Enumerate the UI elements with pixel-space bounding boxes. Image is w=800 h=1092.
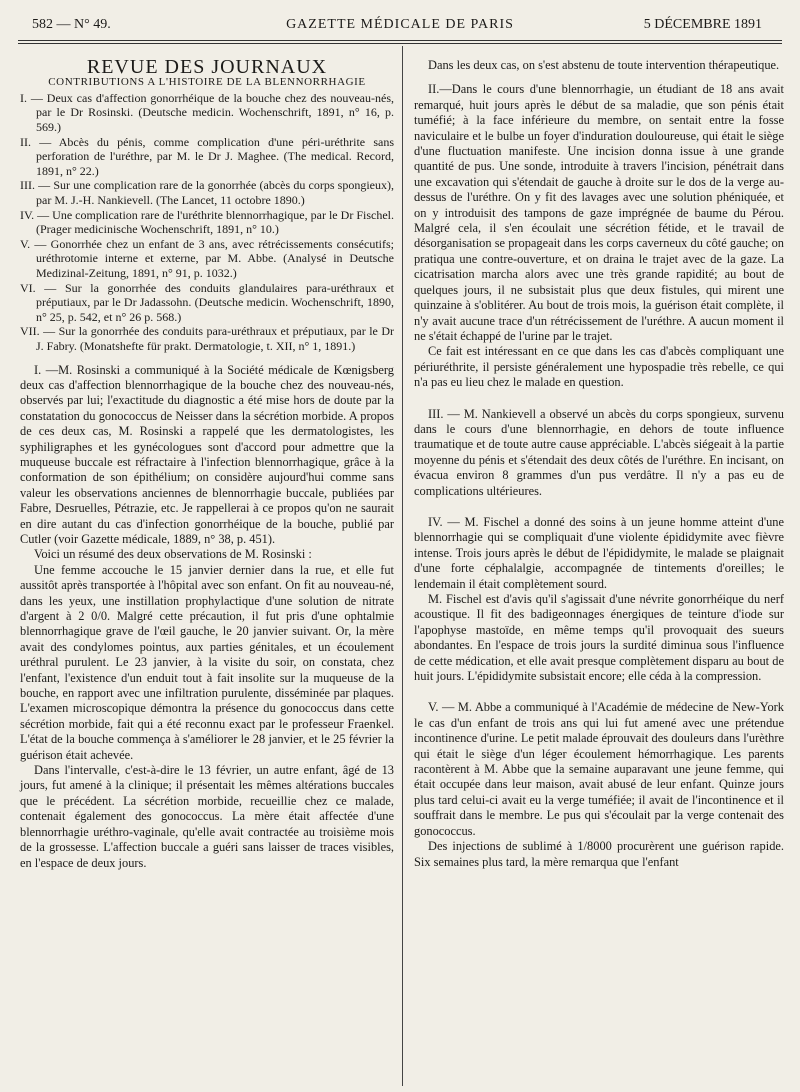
reference-item: VII. — Sur la gonorrhée des conduits para-uréthraux et préputiaux, par le Dr J. Fabry. (Monatshefte für prakt. Dermatologie, t. XII, n° 1, 1891.) (20, 324, 394, 353)
section-title: REVUE DES JOURNAUX (86, 56, 328, 78)
reference-item: VI. — Sur la gonorrhée des conduits glandulaires para-uréthraux et préputiaux, par le Dr Jadassohn. (Deutsche medicin. Wochenschrift, 1890, n° 25, p. 542, et n° 26 p. 568.) (20, 280, 394, 324)
reference-item: IV. — Une complication rare de l'uréthrite blennorrhagique, par le Dr Fischel. (Prager medicinische Wochenschrift, 1891, n° 10.) (20, 207, 394, 237)
page-header (18, 14, 782, 36)
article-paragraph: I. —M. Rosinski a communiqué à la Société médicale de Kœnigsberg deux cas d'affection blennorrhagique de la bouche chez des nouveau-nés, observés par lui; l'exactitude du diagnostic a été mise hors de doute par la constatation du gonococcus de Neisser dans la sécrétion morbide. A propos de ces deux cas, M. Rosinski a rappelé que les dermatologistes, les syphiligraphes et les gynécologues sont d'accord pour admettre que la muqueuse buccale est réfractaire à l'infection blennorrhagique, grâce à la conformation de son épithélium; on considère aujourd'hui comme sans valeur les observations anciennes de blennorrhagie buccale, publiées par Fabre, Desruelles, Pétrazie, etc. Je rappellerai à ce propos qu'on ne saurait en dire autant du cas d'infection gonorrhéique de la bouche, publié par Cutler (voir Gazette médicale, 1889, n° 38, p. 451). (20, 362, 394, 546)
right-column (414, 58, 784, 870)
reference-item: V. — Gonorrhée chez un enfant de 3 ans, avec rétrécissements consécutifs; uréthrotomie interne et externe, par M. Abbe. (Analysé in Deutsche Medizinal-Zeitung, 1891, n° 91, p. 1032.) (20, 236, 394, 280)
article-paragraph: M. Fischel est d'avis qu'il s'agissait d'une névrite gonorrhéique du nerf acoustique. Il fit des badigeonnages énergiques de teinture d'iode sur l'apophyse mastoïde, en même temps qu'il provoquait des sueurs abondantes. En l'espace de trois jours la surdité diminua sous l'influence de cette médication, et elle avait presque complètement disparu au bout de huit jours. L'épididymite subsistait encore; elle céda à la compression. (414, 592, 784, 684)
article-paragraph: III. — M. Nankievell a observé un abcès du corps spongieux, survenu dans le cours d'une blennorrhagie, en dehors de toute influence traumatique et de toute autre cause appréciable. L'abcès siégeait à la partie moyenne du pénis et s'étendait des deux côtés de l'uréthre. En incisant, on évacua environ 8 grammes d'un pus verdâtre. Il n'y a pas eu de complications ultérieures. (414, 406, 784, 498)
page-number: 582 — N° 49. (32, 17, 111, 32)
reference-item: III. — Sur une complication rare de la gonorrhée (abcès du corps spongieux), par M. J.-H. Nankievell. (The Lancet, 11 octobre 1890.) (20, 178, 394, 207)
article-paragraph: IV. — M. Fischel a donné des soins à un jeune homme atteint d'une blennorrhagie qui se compliquait d'une violente épididymite avec fièvre intense. Trois jours après le début de l'épididymite, le malade se plaignait d'une forte céphalalgie, accompagnée de tintements d'oreilles; le lendemain il était complètement sourd. (414, 514, 784, 591)
header-rule-double (18, 43, 782, 44)
reference-item: II. — Abcès du pénis, comme complication d'une péri-uréthrite sans perforation de l'uréthre, par M. le Dr J. Maghee. (The medical. Record, 1891, n° 22.) (20, 134, 394, 178)
reference-item: I. — Deux cas d'affection gonorrhéique de la bouche chez des nouveau-nés, par le Dr Rosinski. (Deutsche medicin. Wochenschrift, 1891, n° 16, p. 569.) (20, 90, 394, 134)
article-paragraph: Des injections de sublimé à 1/8000 procurèrent une guérison rapide. Six semaines plus tard, la mère remarqua que l'enfant (414, 839, 784, 869)
article-paragraph: Dans l'intervalle, c'est-à-dire le 13 février, un autre enfant, âgé de 13 jours, fut amené à la clinique; il présentait les mêmes altérations buccales que le précédent. La sécrétion morbide, recueillie chez ce malade, contenait également des gonococcus. La mère était affectée d'une blennorrhagie uréthro-vaginale, qu'elle avait contractée au troisième mois de la grossesse. L'affection buccale a guéri sans laisser de traces visibles, en l'espace de deux jours. (20, 763, 394, 870)
article-paragraph: II.—Dans le cours d'une blennorrhagie, un étudiant de 18 ans avait remarqué, huit jours après le début de sa maladie, que son pénis était tuméfié; à la face inférieure du membre, on sentait entre la fosse naviculaire et le bulbe un foyer d'induration douloureuse, qui était le siège d'une fluctuation manifeste. Une incision donna issue à une grande quantité de pus. Une sonde, introduite à travers l'incision, pénétrait dans une excavation qui s'étendait de gauche à droite sur le dos de la verge au-dessus de l'uréthre. On y fit des lavages avec une solution phéniquée, et on y introduisit des tampons de gaze imprégnée de baume du Pérou. Malgré cela, il s'en écoulait une sécrétion fétide, et le travail de désorganisation se propageait dans les corps caverneux du côté gauche; on pratiqua une contre-ouverture, et on draina le trajet avec de la gaze. La cicatrisation marcha alors avec une très grande rapidité; au bout de quelques jours, il ne subsistait plus que deux fistules, qui mirent une quinzaine à s'oblitérer. Au bout de trois mois, la guérison était complète, il n'y avait aucune trace d'un rétrécissement de l'uréthre. A aucun moment il ne s'était échappé de l'urine par le trajet. (414, 82, 784, 343)
left-column (20, 56, 394, 871)
header-rule (18, 40, 782, 41)
column-divider (402, 46, 403, 1086)
issue-date: 5 DÉCEMBRE 1891 (643, 17, 762, 32)
journal-title: GAZETTE MÉDICALE DE PARIS (286, 17, 514, 32)
article-paragraph: Une femme accouche le 15 janvier dernier dans la rue, et elle fut aussitôt après transportée à l'hôpital avec son enfant. On fit au nouveau-né, dans les yeux, une instillation prophylactique d'une solution de nitrate d'argent à 2 0/0. Malgré cette précaution, il fut pris d'une ophtalmie blennorrhagique grave de l'œil gauche, le 20 janvier suivant. Or, la mère avait des condylomes pointus, aux parties génitales, et un écoulement uréthral purulent. Le 23 janvier, à la visite du soir, on constata, chez l'enfant, l'existence d'un enduit tout à fait insolite sur la muqueuse de la bouche, en rapport avec une infiltration purulente, disséminée par plaques. L'examen microscopique démontra la présence du gonococcus dans cette sécrétion morbide, fait qui a été reconnu exact par le professeur Fraenkel. L'état de la bouche commença à s'améliorer le 28 janvier, et le 25 février la guérison était achevée. (20, 562, 394, 762)
article-paragraph: Ce fait est intéressant en ce que dans les cas d'abcès compliquant une périuréthrite, il persiste généralement une hypospadie très rebelle, ce qui n'a pas eu lieu chez le malade en question. (414, 344, 784, 390)
article-paragraph: V. — M. Abbe a communiqué à l'Académie de médecine de New-York le cas d'un enfant de trois ans qui lui fut amené avec une prétendue incontinence d'urine. Le petit malade éprouvait des douleurs dans l'urèthre qui était le siège d'un léger écoulement hémorrhagique. Les parents racontèrent à M. Abbe que la semaine auparavant une jeune femme, qui était occupée dans leur maison, avait abusé de leur enfant. Quinze jours plus tard celui-ci avait eu la verge tuméfiée; il avait de l'incontinence et il souffrait dans le membre. Le pus qui s'écoulait par la verge contenait des gonococcus. (414, 700, 784, 838)
article-paragraph: Voici un résumé des deux observations de M. Rosinski : (34, 547, 312, 562)
section-subtitle: CONTRIBUTIONS A L'HISTOIRE DE LA BLENNORRHAGIE (48, 76, 366, 89)
article-paragraph: Dans les deux cas, on s'est abstenu de toute intervention thérapeutique. (428, 58, 780, 72)
